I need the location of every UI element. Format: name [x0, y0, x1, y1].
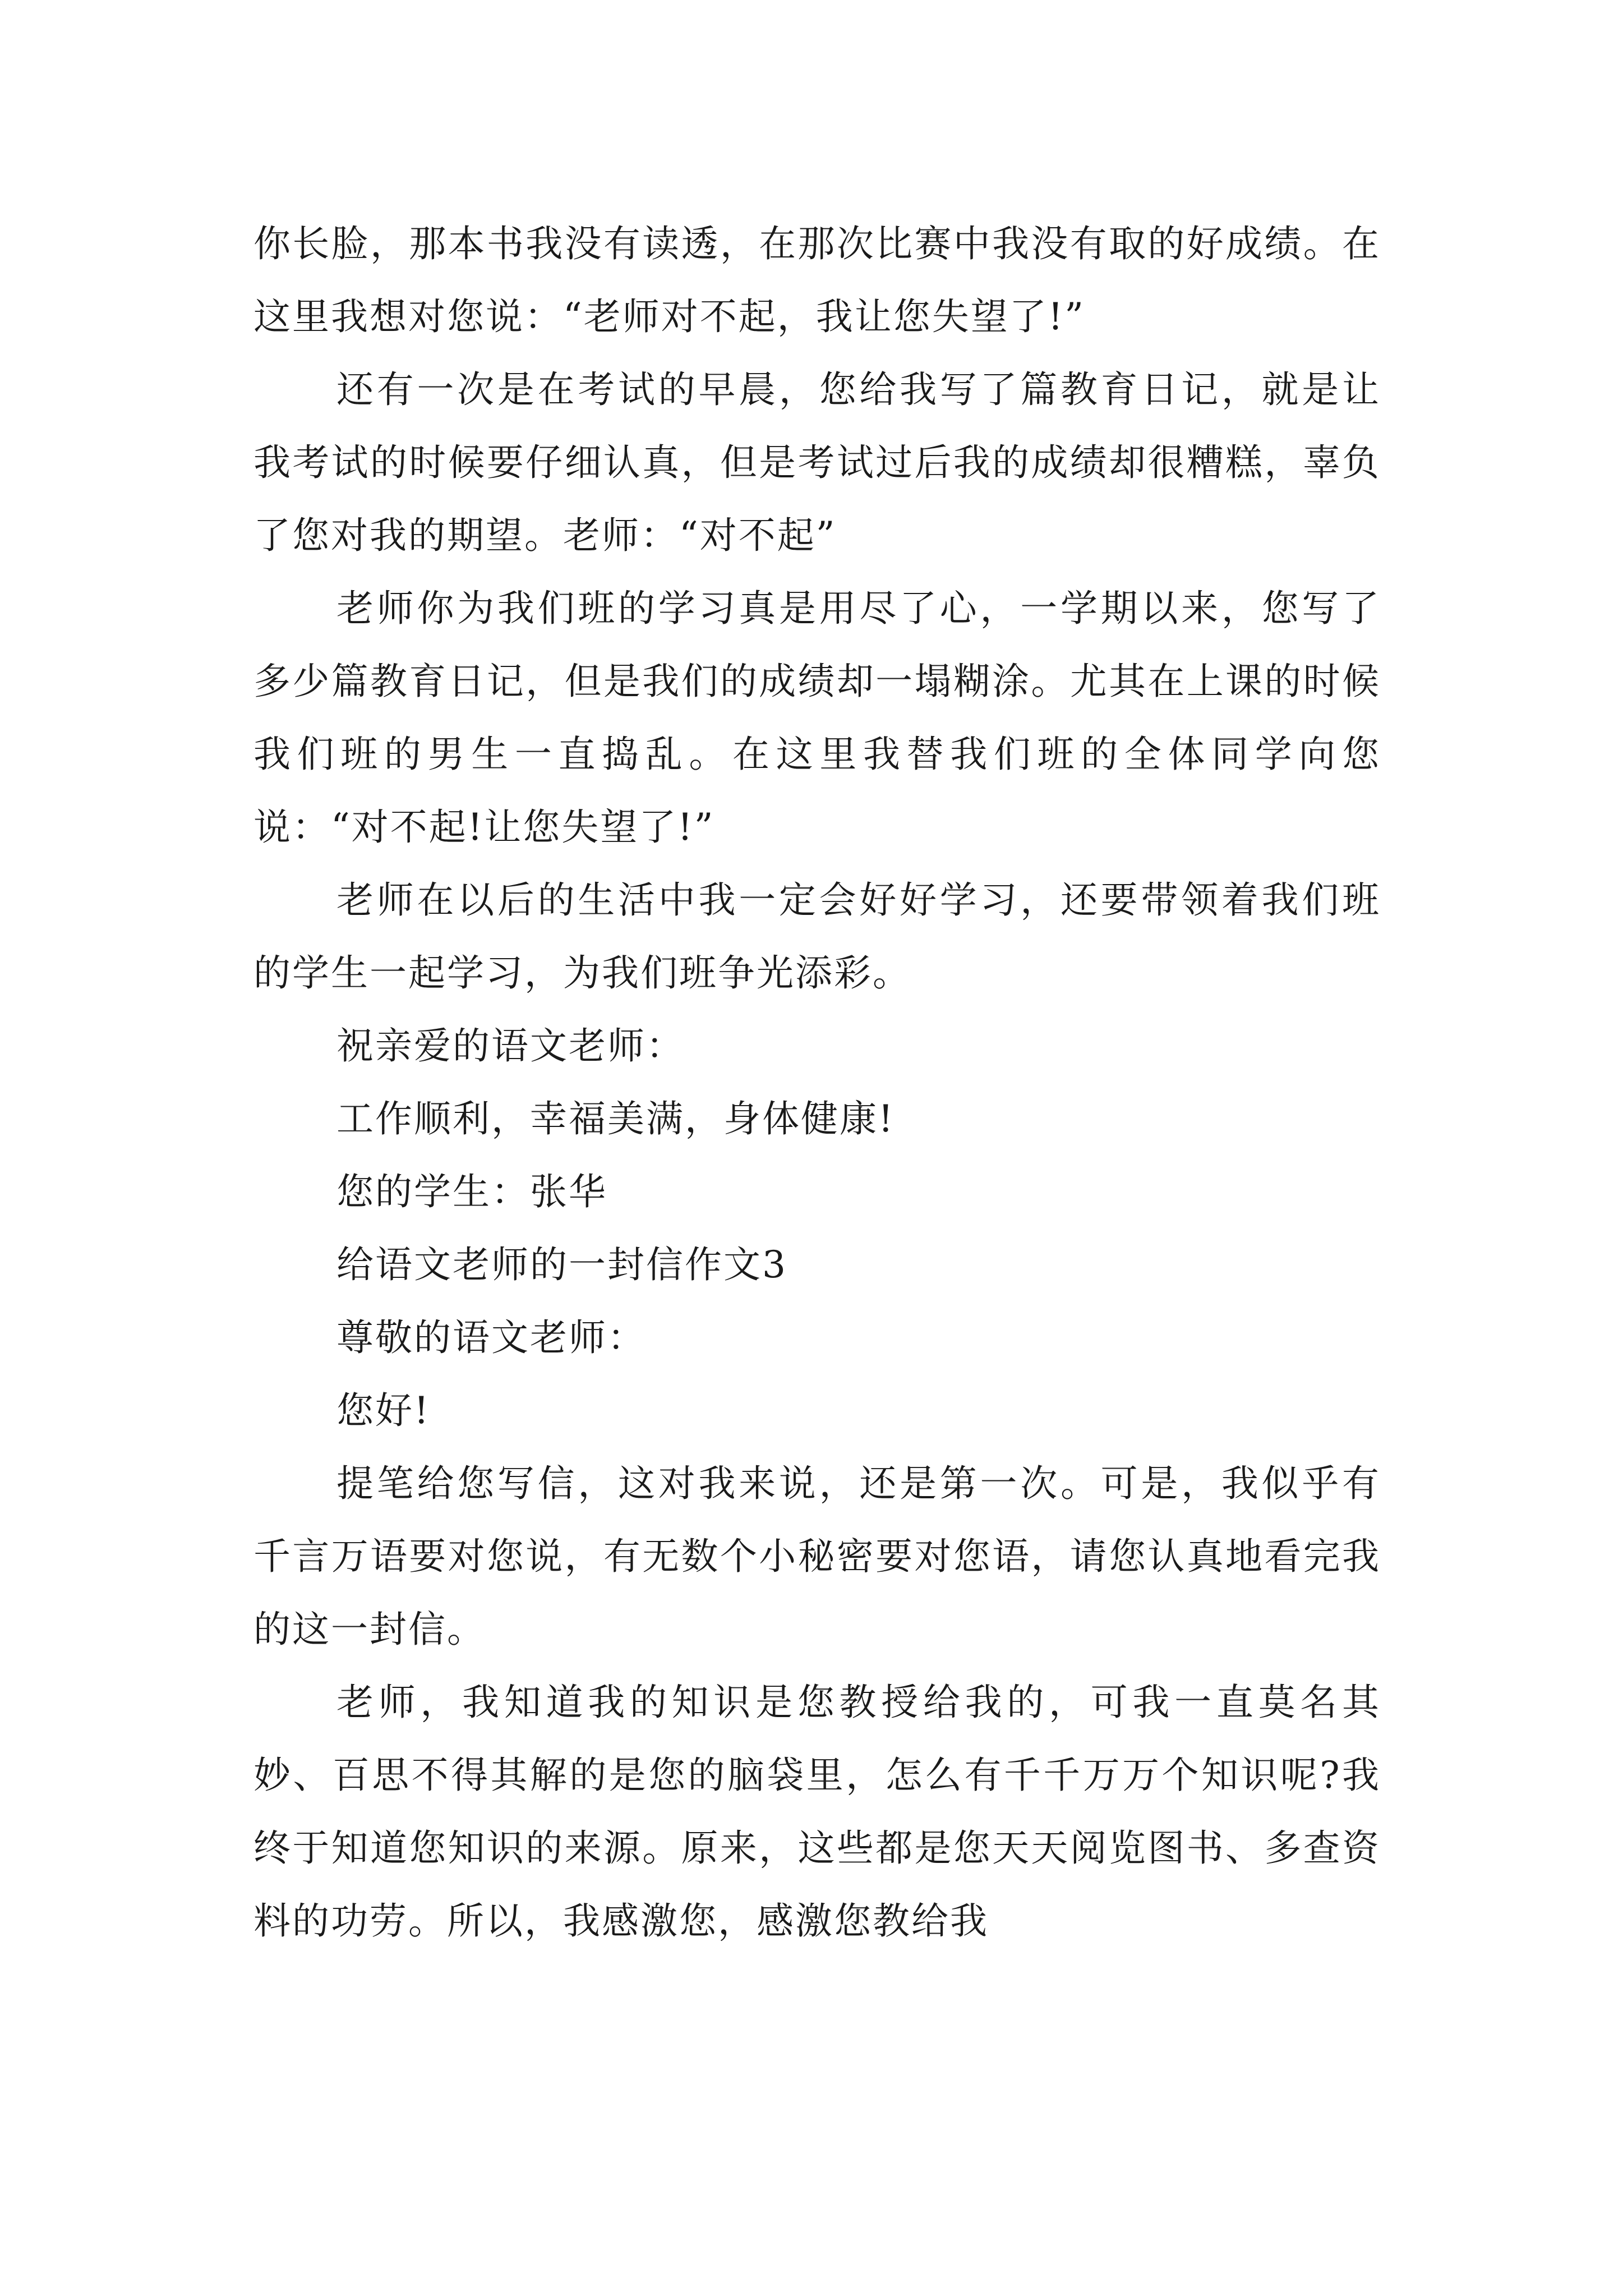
section-title: 给语文老师的一封信作文3 [336, 1243, 787, 1286]
greeting: 您好! [336, 1389, 431, 1432]
paragraph-3: 老师你为我们班的学习真是用尽了心，一学期以来，您写了多少篇教育日记，但是我们的成绩却一塌糊涂。尤其在上课的时候我们班的男生一直捣乱。在这里我替我们班的全体同学向您说：“对不起!让您失望了!” [253, 587, 1381, 849]
paragraph-2: 还有一次是在考试的早晨，您给我写了篇教育日记，就是让我考试的时候要仔细认真，但是考试过后我的成绩却很糟糕，辜负了您对我的期望。老师：“对不起” [253, 368, 1381, 557]
salutation: 尊敬的语文老师： [336, 1316, 646, 1359]
closing-wish-heading: 祝亲爱的语文老师： [336, 1024, 685, 1068]
signature: 您的学生：张华 [336, 1170, 607, 1213]
paragraph-1: 你长脸，那本书我没有读透，在那次比赛中我没有取的好成绩。在这里我想对您说：“老师对不起，我让您失望了!” [253, 222, 1381, 338]
paragraph-5: 提笔给您写信，这对我来说，还是第一次。可是，我似乎有千言万语要对您说，有无数个小秘密要对您语，请您认真地看完我的这一封信。 [253, 1462, 1381, 1651]
closing-wish: 工作顺利，幸福美满，身体健康! [336, 1097, 895, 1140]
paragraph-6: 老师，我知道我的知识是您教授给我的，可我一直莫名其妙、百思不得其解的是您的脑袋里，怎么有千千万万个知识呢?我终于知道您知识的来源。原来，这些都是您天天阅览图书、多查资料的功劳。所以，我感激您，感激您教给我 [253, 1681, 1381, 1943]
paragraph-4: 老师在以后的生活中我一定会好好学习，还要带领着我们班的学生一起学习，为我们班争光添彩。 [253, 878, 1381, 995]
document-body [253, 208, 1381, 1958]
